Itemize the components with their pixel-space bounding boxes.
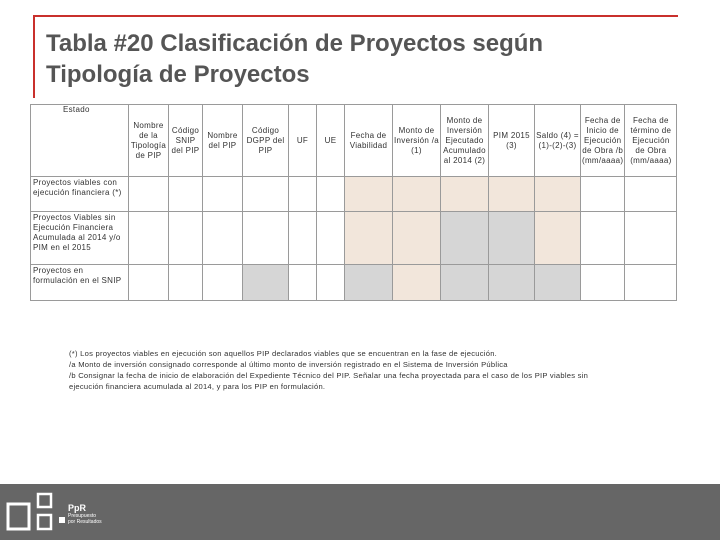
table-cell — [203, 177, 243, 212]
table-cell — [489, 265, 535, 301]
table-cell — [317, 265, 345, 301]
header-codigo-snip: Código SNIP del PIP — [169, 105, 203, 177]
slide-title — [46, 28, 686, 90]
header-nombre-tipologia: Nombre de la Tipología de PIP — [129, 105, 169, 177]
table-cell — [625, 212, 677, 265]
header-uf: UF — [289, 105, 317, 177]
table-cell — [625, 265, 677, 301]
title-left-rule — [33, 15, 35, 98]
table-cell — [441, 177, 489, 212]
footer-bar — [0, 484, 720, 540]
table-cell — [289, 177, 317, 212]
table-cell — [317, 212, 345, 265]
table-cell — [581, 177, 625, 212]
table-cell — [489, 177, 535, 212]
table-cell — [441, 265, 489, 301]
table-cell — [203, 212, 243, 265]
table-cell — [393, 212, 441, 265]
table-cell — [129, 177, 169, 212]
footnote-b: /b Consignar la fecha de inicio de elaboración del Expediente Técnico del PIP. Señalar una fecha proyectada para el caso de los PIP viables sin — [69, 371, 589, 380]
table-cell — [393, 265, 441, 301]
header-monto-inversion: Monto de Inversión /a (1) — [393, 105, 441, 177]
table-cell — [581, 265, 625, 301]
table-cell — [345, 177, 393, 212]
table-cell — [289, 212, 317, 265]
header-codigo-dgpp: Código DGPP del PIP — [243, 105, 289, 177]
footnote-a: /a Monto de inversión consignado corresponde al último monto de inversión registrado en el Sistema de Inversión Pública — [69, 360, 508, 369]
slide-title-line-1: Tabla #20 Clasificación de Proyectos según — [46, 30, 544, 57]
logo-abbreviation: PpR — [68, 503, 86, 513]
header-nombre-pip: Nombre del PIP — [203, 105, 243, 177]
classification-table — [30, 104, 677, 301]
table-cell — [581, 212, 625, 265]
table-cell — [169, 265, 203, 301]
table-cell — [393, 177, 441, 212]
table-cell — [317, 177, 345, 212]
table-cell — [129, 265, 169, 301]
table-cell — [243, 212, 289, 265]
table-cell — [243, 265, 289, 301]
table-cell — [535, 265, 581, 301]
header-pim-2015: PIM 2015 (3) — [489, 105, 535, 177]
table-cell — [441, 212, 489, 265]
ppr-logo-text — [68, 503, 102, 525]
table-cell — [489, 212, 535, 265]
table-cell — [345, 212, 393, 265]
header-estado: Estado — [31, 105, 129, 177]
table-row — [31, 265, 677, 301]
table-cell — [169, 212, 203, 265]
header-ue: UE — [317, 105, 345, 177]
header-fecha-termino: Fecha de término de Ejecución de Obra (mm/aaaa) — [625, 105, 677, 177]
table-footnotes — [69, 348, 709, 392]
title-top-rule — [33, 15, 678, 17]
table-cell — [625, 177, 677, 212]
table-cell — [289, 265, 317, 301]
header-fecha-viabilidad: Fecha de Viabilidad — [345, 105, 393, 177]
footnote-b-continued: ejecución financiera acumulada al 2014, y para los PIP en formulación. — [69, 382, 326, 391]
table-row — [31, 212, 677, 265]
row-label-viables-con-ejecucion: Proyectos viables con ejecución financiera (*) — [31, 177, 129, 212]
row-label-en-formulacion: Proyectos en formulación en el SNIP — [31, 265, 129, 301]
slide-title-line-2: Tipología de Proyectos — [46, 61, 310, 88]
logo-line-1: Presupuesto — [68, 513, 97, 519]
table-cell — [129, 212, 169, 265]
header-fecha-inicio: Fecha de Inicio de Ejecución de Obra /b (mm/aaaa) — [581, 105, 625, 177]
footnote-asterisk: (*) Los proyectos viables en ejecución son aquellos PIP declarados viables que se encuentran en la fase de ejecución. — [69, 349, 498, 358]
table-cell — [535, 212, 581, 265]
table-cell — [243, 177, 289, 212]
logo-line-2: por Resultados — [68, 519, 102, 525]
table-cell — [169, 177, 203, 212]
table-cell — [535, 177, 581, 212]
table-cell — [345, 265, 393, 301]
table-header-row — [31, 105, 677, 177]
header-monto-ejecutado: Monto de Inversión Ejecutado Acumulado al 2014 (2) — [441, 105, 489, 177]
table-row — [31, 177, 677, 212]
table-cell — [203, 265, 243, 301]
row-label-viables-sin-ejecucion: Proyectos Viables sin Ejecución Financiera Acumulada al 2014 y/o PIM en el 2015 — [31, 212, 129, 265]
header-saldo: Saldo (4) = (1)-(2)-(3) — [535, 105, 581, 177]
